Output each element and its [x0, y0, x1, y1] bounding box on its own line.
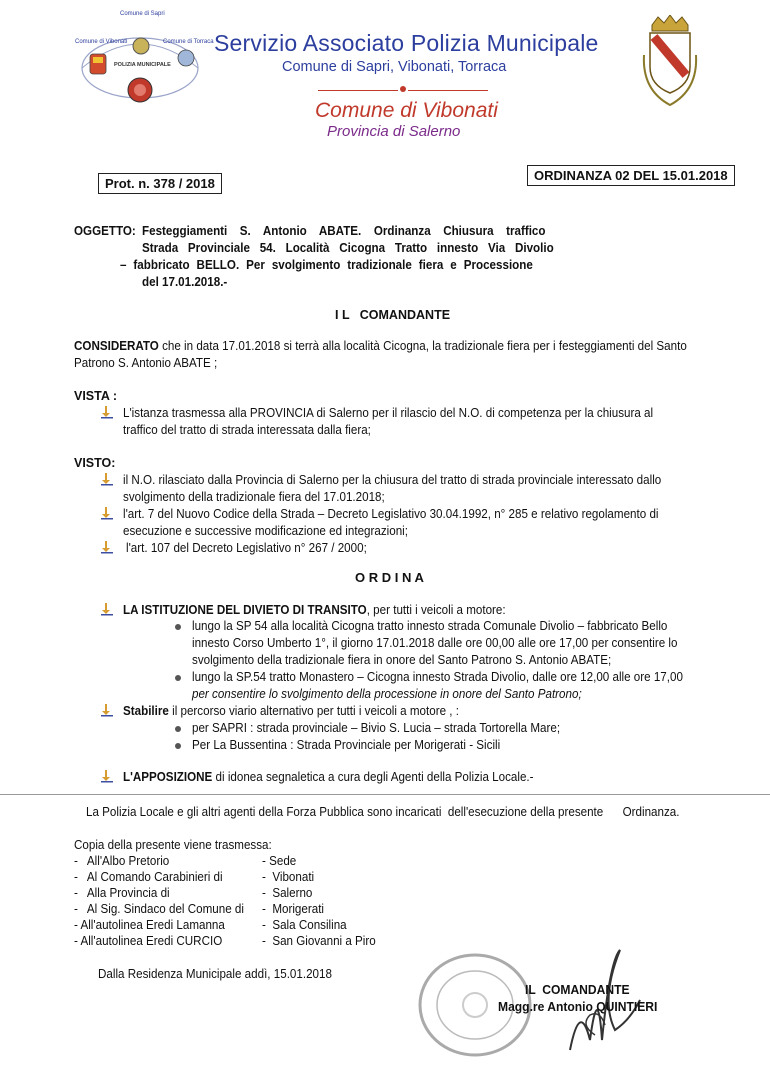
arrow-bullet-icon [100, 472, 114, 486]
incaricati-text: La Polizia Locale e gli altri agenti della Forza Pubblica sono incaricati dell'esecuzione della presente Ordinanza. [86, 805, 680, 819]
visto-label: VISTO: [74, 456, 116, 470]
copia-intro: Copia della presente viene trasmessa: [74, 838, 272, 852]
visto-line: l'art. 107 del Decreto Legislativo n° 267 / 2000; [126, 541, 367, 555]
considerato-label: CONSIDERATO [74, 339, 159, 353]
divieto-item: lungo la SP.54 tratto Monastero – Cicogna innesto Strada Divolio, dalle ore 12,00 alle ore 17,00 [192, 670, 683, 684]
visto-line: esecuzione e successive modificazione ed integrazioni; [123, 524, 408, 538]
stabilire-label: Stabilire [123, 704, 169, 718]
section-heading: I L COMANDANTE [335, 308, 451, 322]
stabilire-item: per SAPRI : strada provinciale – Bivio S. Lucia – strada Tortorella Mare; [192, 721, 561, 735]
divider [318, 90, 398, 91]
separator [0, 794, 770, 795]
protocol-number: Prot. n. 378 / 2018 [98, 173, 222, 194]
copia-recipient: - All'autolinea Eredi CURCIO [74, 934, 223, 948]
visto-line: svolgimento della tradizionale fiera del 17.01.2018; [123, 490, 385, 504]
considerato-text: che in data 17.01.2018 si terrà alla località Cicogna, la tradizionale fiera per i festeggiamenti del Santo [158, 339, 687, 353]
residenza-date: Dalla Residenza Municipale addì, 15.01.2018 [98, 967, 332, 981]
signature-title: IL COMANDANTE [525, 982, 630, 997]
copia-place: - Sala Consilina [262, 918, 347, 932]
divieto-line [123, 602, 506, 619]
visto-line: l'art. 7 del Nuovo Codice della Strada – Decreto Legislativo 30.04.1992, n° 285 e relativo regolamento di [123, 507, 659, 521]
divieto-item: per consentire lo svolgimento della processione in onore del Santo Patrono; [192, 687, 582, 701]
divieto-item: lungo la SP 54 alla località Cicogna tratto innesto strada Comunale Divolio – fabbricato Bello [192, 619, 668, 633]
oggetto-line: – fabbricato BELLO. Per svolgimento tradizionale fiera e Processione [120, 258, 533, 272]
divider-dot [400, 86, 406, 92]
stabilire-text: il percorso viario alternativo per tutti i veicoli a motore , : [168, 704, 459, 718]
ordina-heading: O R D I N A [355, 570, 424, 585]
logo-label-vibonati: Comune di Vibonati [75, 39, 128, 45]
arrow-bullet-icon [100, 602, 114, 616]
copia-place: - Morigerati [262, 902, 325, 916]
ordinance-number: ORDINANZA 02 DEL 15.01.2018 [527, 165, 735, 186]
divieto-label: LA ISTITUZIONE DEL DIVIETO DI TRANSITO [123, 603, 367, 617]
copia-recipient: - Al Comando Carabinieri di [74, 870, 223, 884]
visto-line: il N.O. rilasciato dalla Provincia di Salerno per la chiusura del tratto di strada provinciale interessato dallo [123, 473, 662, 487]
arrow-bullet-icon [100, 405, 114, 419]
apposizione-label: L'APPOSIZIONE [123, 770, 213, 784]
oggetto-line: Festeggiamenti S. Antonio ABATE. Ordinanza Chiusura traffico [142, 224, 546, 238]
vista-line: L'istanza trasmessa alla PROVINCIA di Salerno per il rilascio del N.O. di competenza per la chiusura al [123, 406, 654, 420]
bullet-icon [175, 743, 181, 749]
copia-recipient: - Alla Provincia di [74, 886, 170, 900]
service-title: Servizio Associato Polizia Municipale [214, 30, 599, 56]
copia-place: - Salerno [262, 886, 313, 900]
logo-label-torraca: Comune di Torraca [163, 39, 214, 45]
bullet-icon [175, 624, 181, 630]
oggetto-label: OGGETTO: [74, 224, 136, 238]
considerato-line: Patrono S. Antonio ABATE ; [74, 356, 218, 370]
stabilire-item: Per La Bussentina : Strada Provinciale per Morigerati - Sicili [192, 738, 501, 752]
copia-recipient: - All'Albo Pretorio [74, 854, 170, 868]
provincia-name: Provincia di Salerno [327, 123, 461, 140]
bullet-icon [175, 675, 181, 681]
divieto-item: innesto Corso Umberto 1°, il giorno 17.01.2018 dalle ore 00,00 alle ore 17,00 per consentire lo [192, 636, 678, 650]
vista-label: VISTA : [74, 389, 118, 403]
divieto-item: svolgimento della tradizionale fiera in onore del Santo Patrono S. Antonio ABATE; [192, 653, 612, 667]
vista-line: traffico del tratto di strada interessata dalla fiera; [123, 423, 371, 437]
arrow-bullet-icon [100, 769, 114, 783]
considerato-line [74, 338, 687, 355]
apposizione-line [123, 769, 534, 786]
vibonati-coat-of-arms [640, 15, 700, 110]
comune-name: Comune di Vibonati [315, 99, 498, 122]
arrow-bullet-icon [100, 540, 114, 554]
oggetto-line: del 17.01.2018.- [142, 275, 228, 289]
logo-label-polizia: POLIZIA MUNICIPALE [114, 62, 171, 68]
oggetto-line: Strada Provinciale 54. Località Cicogna Tratto innesto Via Divolio [142, 241, 554, 255]
signature-name: Magg.re Antonio QUINTIERI [498, 999, 658, 1014]
copia-place: - Vibonati [262, 870, 315, 884]
copia-place: - Sede [262, 854, 297, 868]
copia-place: - San Giovanni a Piro [262, 934, 376, 948]
apposizione-text: di idonea segnaletica a cura degli Agenti della Polizia Locale.- [212, 770, 534, 784]
bullet-icon [175, 726, 181, 732]
stabilire-line [123, 703, 459, 720]
divider [408, 90, 488, 91]
arrow-bullet-icon [100, 506, 114, 520]
divieto-text: , per tutti i veicoli a motore: [366, 603, 506, 617]
logo-label-sapri: Comune di Sapri [120, 11, 165, 17]
copia-recipient: - Al Sig. Sindaco del Comune di [74, 902, 244, 916]
service-subtitle: Comune di Sapri, Vibonati, Torraca [282, 59, 507, 75]
copia-recipient: - All'autolinea Eredi Lamanna [74, 918, 225, 932]
arrow-bullet-icon [100, 703, 114, 717]
